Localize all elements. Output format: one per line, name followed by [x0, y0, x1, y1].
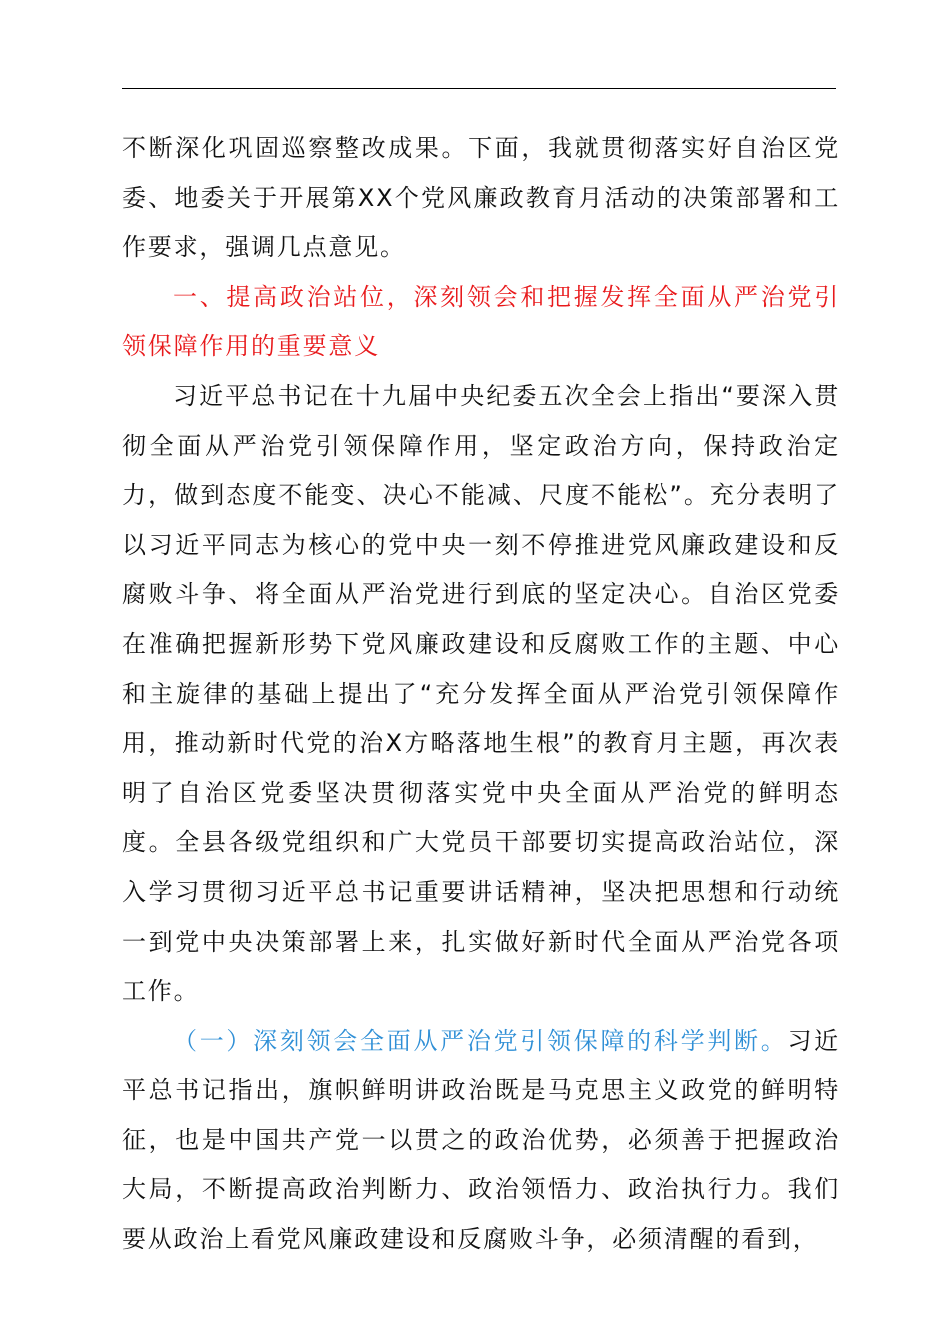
paragraph-xi-speech: 习近平总书记在十九届中央纪委五次全会上指出“要深入贯彻全面从严治党引领保障作用，坚定政治方向，保持政治定力，做到态度不能变、决心不能减、尺度不能松”。充分表明了以习近平同志为核心的党中央一刻不停推进党风廉政建设和反腐败斗争、将全面从严治党进行到底的坚定决心。自治区党委在准确把握新形势下党风廉政建设和反腐败工作的主题、中心和主旋律的基础上提出了“充分发挥全面从严治党引领保障作用，推动新时代党的治X方略落地生根”的教育月主题，再次表明了自治区党委坚决贯彻落实党中央全面从严治党的鲜明态度。全县各级党组织和广大党员干部要切实提高政治站位，深入学习贯彻习近平总书记重要讲话精神，坚决把思想和行动统一到党中央决策部署上来，扎实做好新时代全面从严治党各项工作。: [122, 381, 840, 1006]
paragraph-subsection-1: [122, 1017, 840, 1265]
header-rule: [122, 88, 836, 89]
subsection-1-text: 习近平总书记指出，旗帜鲜明讲政治既是马克思主义政党的鲜明特征，也是中国共产党一以贯之的政治优势，必须善于把握政治大局，不断提高政治判断力、政治领悟力、政治执行力。我们要从政治上看党风廉政建设和反腐败斗争，必须清醒的看到，: [122, 1026, 840, 1254]
document-body: [122, 124, 840, 1265]
section-heading-1: 一、提高政治站位，深刻领会和把握发挥全面从严治党引领保障作用的重要意义: [122, 282, 840, 361]
paragraph-continuation: 不断深化巩固巡察整改成果。下面，我就贯彻落实好自治区党委、地委关于开展第XX个党风廉政教育月活动的决策部署和工作要求，强调几点意见。: [122, 134, 840, 262]
subsection-heading-1: （一）深刻领会全面从严治党引领保障的科学判断。: [173, 1026, 788, 1055]
